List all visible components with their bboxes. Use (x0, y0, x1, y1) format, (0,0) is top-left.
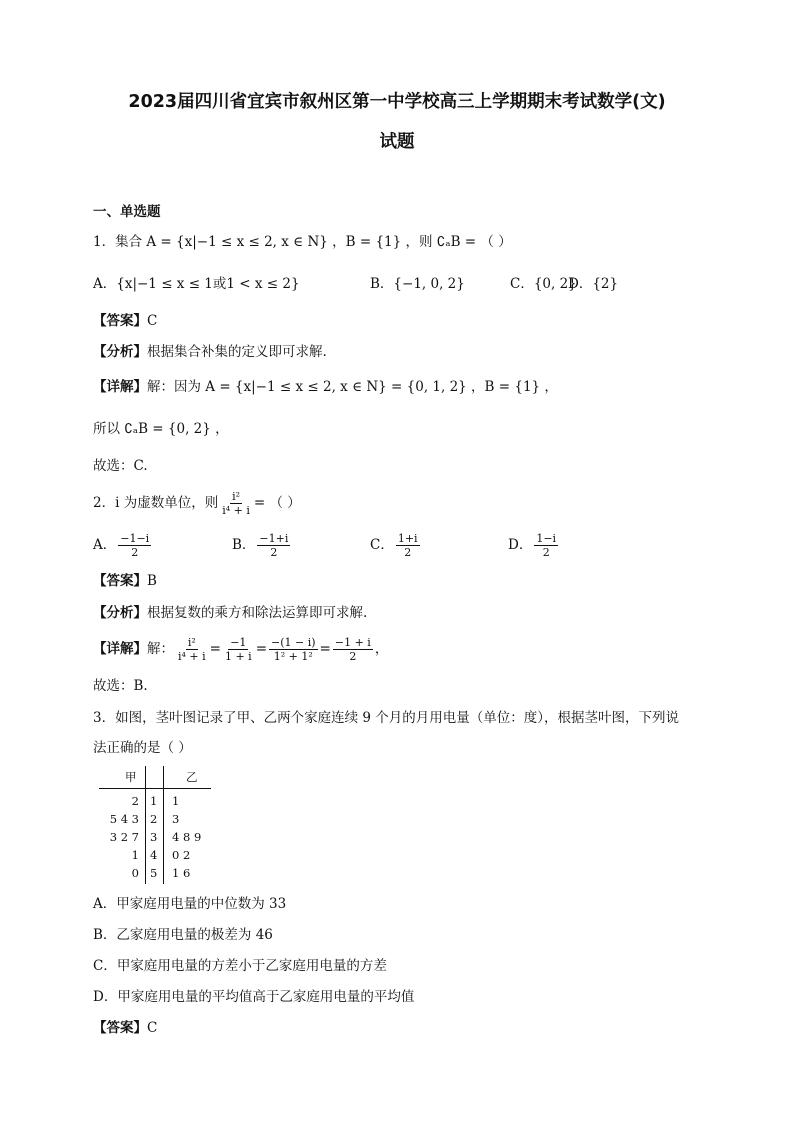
row2-left: 5 4 3 (109, 812, 139, 826)
fraction-denominator: 1² + 1² (273, 650, 313, 663)
stem-plot-head-right: 乙 (186, 770, 198, 784)
fraction-denominator: i⁴ + i (178, 650, 206, 663)
q1-option-c: C．{0, 2} (510, 276, 577, 292)
fraction-denominator: 2 (542, 546, 550, 559)
section-heading: 一、单选题 (93, 204, 161, 220)
q2-option-b (232, 530, 292, 560)
q3-stem-line1: 3．如图，茎叶图记录了甲、乙两个家庭连续 9 个月的月用电量（单位：度），根据茎叶图，下列说 (93, 710, 680, 726)
q3-option-a: A．甲家庭用电量的中位数为 33 (93, 896, 287, 912)
fraction-numerator: i² (187, 636, 196, 649)
q2-stem-fraction (220, 490, 252, 517)
equals-sign: = (255, 641, 268, 657)
fraction-denominator: 2 (349, 650, 357, 663)
equals-sign: = (319, 641, 331, 657)
fraction-numerator: −1−i (120, 532, 150, 545)
fraction-numerator: −1+i (259, 532, 289, 545)
q2-analysis (93, 603, 367, 623)
answer-value: C (147, 313, 158, 329)
row1-right: 1 (172, 794, 180, 808)
detail-tag: 【详解】 (93, 641, 147, 657)
comma: ， (374, 641, 389, 657)
q1-stem: 1．集合 A = {x|−1 ≤ x ≤ 2, x ∈ N} ，B = {1} ，则 ∁ₐB = （ ） (93, 234, 512, 250)
fraction-numerator: i² (232, 490, 240, 503)
option-label: A． (93, 537, 117, 553)
fraction-numerator: 1−i (536, 532, 557, 545)
q1-choose: 故选：C. (93, 458, 148, 474)
option-label: B． (232, 537, 256, 553)
answer-value: C (147, 1020, 158, 1036)
row1-left: 2 (131, 794, 139, 808)
stem-divider-right (163, 766, 164, 884)
answer-tag: 【答案】 (93, 1020, 147, 1036)
fraction-numerator: −1 + i (334, 636, 371, 649)
q3-option-c: C．甲家庭用电量的方差小于乙家庭用电量的方差 (93, 958, 387, 974)
detail-pre: 解： (147, 641, 174, 657)
detail-tag: 【详解】 (93, 379, 147, 395)
equals-sign: = (209, 641, 221, 657)
option-fraction (118, 532, 151, 559)
fraction-denominator: 2 (270, 546, 278, 559)
detail-fraction-1 (176, 636, 208, 663)
fraction-denominator: i⁴ + i (222, 504, 250, 517)
detail-fraction-4 (333, 636, 373, 663)
option-fraction (396, 532, 420, 559)
fraction-denominator: 2 (404, 546, 412, 559)
analysis-tag: 【分析】 (93, 605, 147, 621)
analysis-text: 根据集合补集的定义即可求解. (147, 344, 327, 360)
row1-stem: 1 (150, 794, 158, 808)
row2-stem: 2 (150, 812, 158, 826)
q1-option-a: A．{x|−1 ≤ x ≤ 1或1 < x ≤ 2} (93, 276, 300, 292)
row3-left: 3 2 7 (109, 830, 139, 844)
q3-answer (93, 1018, 157, 1038)
row4-left: 1 (131, 848, 139, 862)
q1-option-d: D．{2} (568, 276, 619, 292)
fraction-numerator: 1+i (397, 532, 418, 545)
detail-text: 解：因为 A = {x|−1 ≤ x ≤ 2, x ∈ N} = {0, 1, 2} ，B = {1} ， (147, 379, 558, 395)
q3-option-d: D．甲家庭用电量的平均值高于乙家庭用电量的平均值 (93, 989, 415, 1005)
option-fraction (257, 532, 290, 559)
option-fraction (534, 532, 558, 559)
doc-title-line1: 2023届四川省宜宾市叙州区第一中学校高三上学期期末考试数学(文) (128, 92, 666, 112)
row4-right: 0 2 (172, 848, 191, 862)
q1-option-b: B．{−1, 0, 2} (370, 276, 465, 292)
stem-leaf-plot (95, 766, 235, 884)
detail-fraction-3 (269, 636, 318, 663)
stem-divider-left (145, 766, 146, 884)
row3-right: 4 8 9 (172, 830, 202, 844)
q1-answer (93, 311, 157, 331)
q2-stem (93, 488, 301, 518)
fraction-numerator: −(1 − i) (271, 636, 316, 649)
q2-stem-post: = （ ） (253, 495, 301, 511)
q2-option-c (370, 530, 422, 560)
header-rule (99, 788, 211, 789)
row5-stem: 5 (150, 866, 158, 880)
answer-tag: 【答案】 (93, 313, 147, 329)
q2-stem-pre: 2．i 为虚数单位，则 (93, 495, 219, 511)
row2-right: 3 (172, 812, 180, 826)
option-label: D． (508, 537, 533, 553)
q2-choose: 故选：B. (93, 678, 148, 694)
answer-tag: 【答案】 (93, 573, 147, 589)
row5-left: 0 (131, 866, 139, 880)
option-label: C． (370, 537, 394, 553)
row3-stem: 3 (150, 830, 158, 844)
q2-option-a (93, 530, 153, 560)
doc-title-line2: 试题 (379, 132, 415, 152)
stem-plot-head-left: 甲 (125, 770, 137, 784)
fraction-denominator: 2 (131, 546, 139, 559)
q1-detail2: 所以 ∁ₐB = {0, 2} ， (93, 421, 229, 437)
row5-right: 1 6 (172, 866, 191, 880)
fraction-numerator: −1 (230, 636, 247, 649)
answer-value: B (147, 573, 157, 589)
q3-option-b: B．乙家庭用电量的极差为 46 (93, 927, 273, 943)
analysis-tag: 【分析】 (93, 344, 147, 360)
q1-analysis (93, 342, 327, 362)
q2-detail (93, 632, 388, 666)
q1-detail (93, 377, 558, 397)
q2-answer (93, 571, 157, 591)
q2-option-d (508, 530, 560, 560)
detail-fraction-2 (223, 636, 254, 663)
analysis-text: 根据复数的乘方和除法运算即可求解. (147, 605, 368, 621)
row4-stem: 4 (150, 848, 158, 862)
fraction-denominator: 1 + i (224, 650, 252, 663)
q3-stem-line2: 法正确的是（ ） (93, 740, 192, 756)
